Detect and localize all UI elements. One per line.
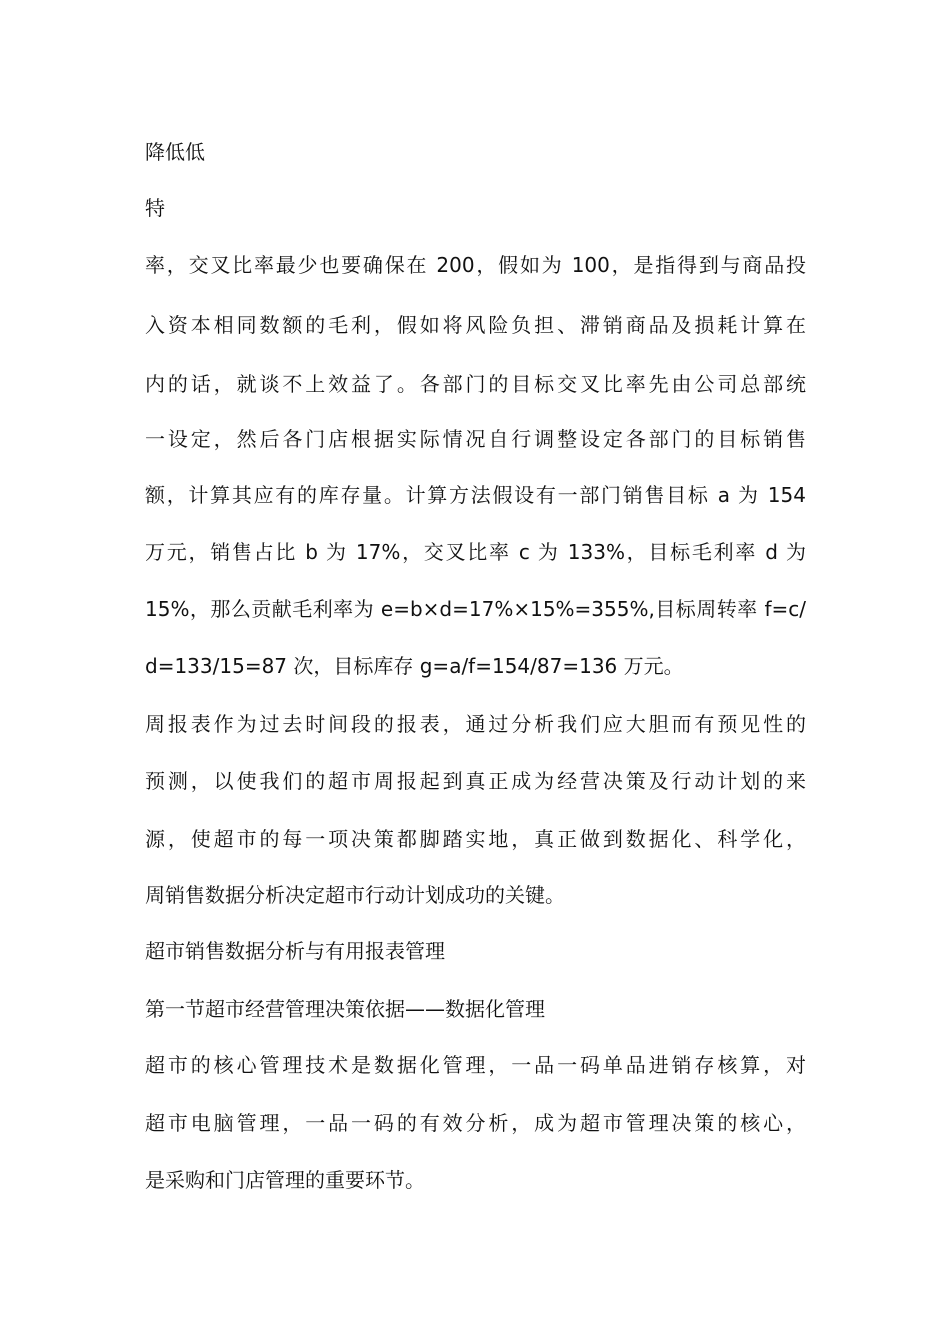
section-heading: 超市销售数据分析与有用报表管理 — [145, 939, 445, 963]
text-line: 超市电脑管理，一品一码的有效分析，成为超市管理决策的核心， — [145, 1111, 806, 1135]
text-line: 入资本相同数额的毛利，假如将风险负担、滞销商品及损耗计算在 — [145, 313, 806, 337]
text-line: 周销售数据分析决定超市行动计划成功的关键。 — [145, 883, 565, 907]
text-line: 一设定，然后各门店根据实际情况自行调整设定各部门的目标销售 — [145, 427, 806, 451]
text-line: 降低低 — [145, 140, 205, 164]
text-line: 内的话，就谈不上效益了。各部门的目标交叉比率先由公司总部统 — [145, 372, 806, 396]
text-line: 特 — [145, 196, 165, 220]
text-line: 是采购和门店管理的重要环节。 — [145, 1168, 425, 1192]
text-line: 万元，销售占比 b 为 17%，交叉比率 c 为 133%，目标毛利率 d 为 — [145, 540, 806, 564]
text-line: 周报表作为过去时间段的报表，通过分析我们应大胆而有预见性的 — [145, 712, 806, 736]
text-line: 预测，以使我们的超市周报起到真正成为经营决策及行动计划的来 — [145, 769, 806, 793]
section-heading: 第一节超市经营管理决策依据——数据化管理 — [145, 997, 545, 1021]
text-line: 率，交叉比率最少也要确保在 200，假如为 100，是指得到与商品投 — [145, 253, 806, 277]
text-line: d=133/15=87 次，目标库存 g=a/f=154/87=136 万元。 — [145, 654, 684, 678]
text-line: 超市的核心管理技术是数据化管理，一品一码单品进销存核算，对 — [145, 1053, 806, 1077]
text-line: 15%，那么贡献毛利率为 e=b×d=17%×15%=355%,目标周转率 f=c/ — [145, 597, 806, 621]
text-line: 额，计算其应有的库存量。计算方法假设有一部门销售目标 a 为 154 — [145, 483, 806, 507]
text-line: 源，使超市的每一项决策都脚踏实地，真正做到数据化、科学化， — [145, 827, 806, 851]
